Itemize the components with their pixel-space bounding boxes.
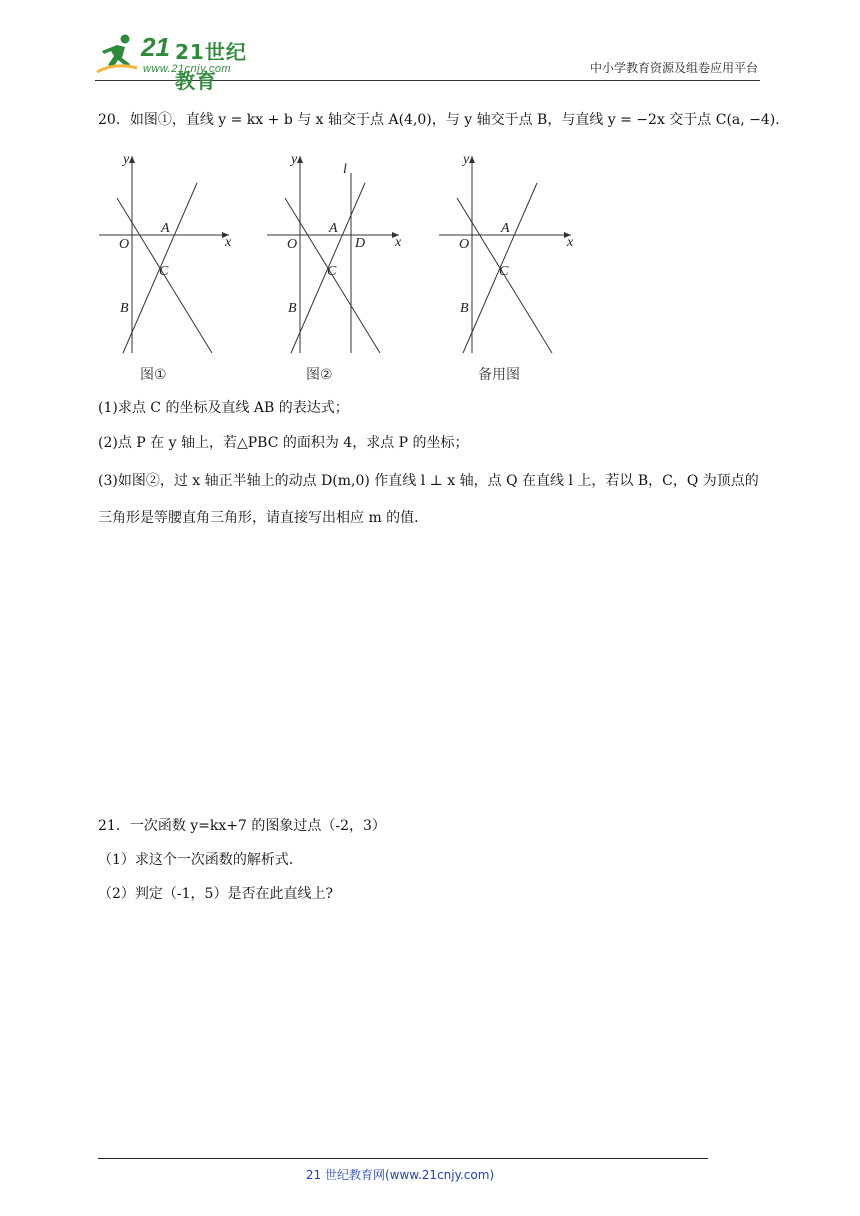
fig3-label-A: A — [501, 221, 510, 236]
fig3-label-y: y — [463, 152, 470, 167]
q21-part2: （2）判定（-1，5）是否在此直线上? — [98, 886, 333, 902]
runner-logo-icon — [95, 32, 139, 76]
q20-part1: (1)求点 C 的坐标及直线 AB 的表达式； — [98, 400, 349, 416]
fig2-label-l: l — [343, 162, 347, 177]
fig3-label-O: O — [459, 237, 470, 252]
q20-part3-line1: (3)如图②，过 x 轴正半轴上的动点 D(m,0) 作直线 l ⊥ x 轴，点 Q 在直线 l 上，若以 B，C，Q 为顶点的 — [98, 473, 759, 489]
fig2-label-D: D — [355, 236, 366, 251]
page-header — [95, 30, 760, 93]
fig1-label-O: O — [119, 237, 130, 252]
figure-1 — [95, 148, 245, 358]
q20-part2: (2)点 P 在 y 轴上，若△PBC 的面积为 4，求点 P 的坐标； — [98, 435, 469, 451]
fig2-label-A: A — [329, 221, 338, 236]
site-logo — [95, 32, 265, 93]
fig3-caption: 备用图 — [478, 367, 520, 383]
q20-part3-line2: 三角形是等腰直角三角形，请直接写出相应 m 的值． — [98, 510, 429, 526]
fig3-label-B: B — [460, 301, 469, 316]
fig2-label-C: C — [327, 264, 337, 279]
fig1-label-C: C — [159, 264, 169, 279]
footer-divider — [98, 1158, 708, 1159]
fig1-label-B: B — [120, 301, 129, 316]
fig3-label-C: C — [499, 264, 509, 279]
fig1-label-y: y — [123, 152, 130, 167]
fig1-label-A: A — [161, 221, 170, 236]
footer-link[interactable]: 21 世纪教育网(www.21cnjy.com) — [305, 1168, 495, 1182]
fig1-caption: 图① — [140, 367, 167, 383]
logo-text: 21世纪教育 — [175, 40, 247, 93]
fig1-label-x: x — [225, 235, 232, 250]
figure-3-spare — [435, 148, 585, 358]
fig2-label-B: B — [288, 301, 297, 316]
fig2-label-O: O — [287, 237, 298, 252]
q20-stem: 20．如图①，直线 y = kx + b 与 x 轴交于点 A(4,0)，与 y 轴交于点 B，与直线 y = −2x 交于点 C(a, −4)． — [98, 112, 790, 128]
logo-21-text: 21 — [141, 32, 170, 62]
header-platform-text: 中小学教育资源及组卷应用平台 — [589, 61, 758, 75]
q21-part1: （1）求这个一次函数的解析式． — [98, 852, 303, 868]
logo-url: www.21cnjy.com — [143, 63, 232, 75]
fig2-caption: 图② — [306, 367, 333, 383]
q21-stem: 21．一次函数 y=kx+7 的图象过点（-2，3） — [98, 818, 386, 834]
fig3-label-x: x — [567, 235, 574, 250]
figure-2 — [263, 148, 413, 358]
fig2-label-x: x — [395, 235, 402, 250]
fig2-label-y: y — [291, 152, 298, 167]
